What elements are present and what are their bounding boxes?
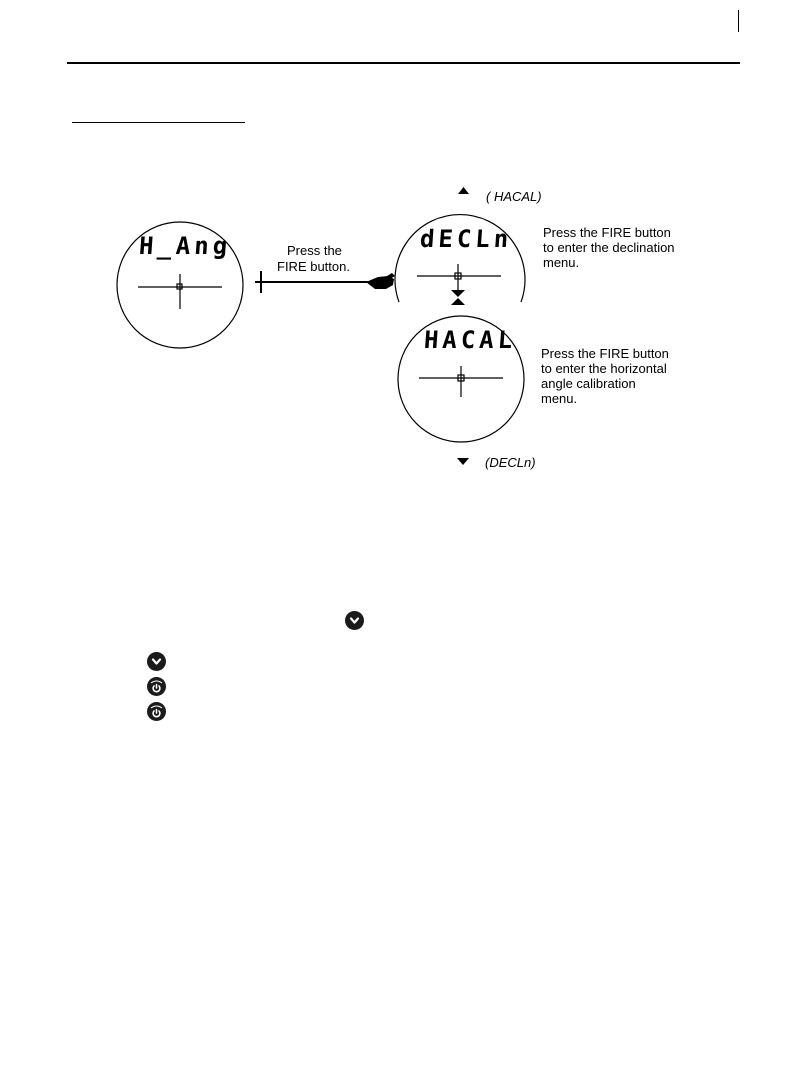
hacal-note-line2: to enter the horizontal [541,361,667,376]
arrow-up-icon [451,298,465,305]
declination-note-line3: menu. [543,255,580,270]
chevron-down-icon [345,611,364,630]
hacal-note-line3: angle calibration [541,376,636,391]
chevron-down-icon [147,652,166,671]
down-triangle-icon [457,458,469,465]
fire-power-icon [147,677,166,696]
left-display-readout: H_Ang [138,232,233,260]
prompt-label-line1: Press the [287,243,342,258]
hacal-note-line4: menu. [541,391,578,406]
arrow-down-icon [451,290,465,297]
fire-power-icon [147,702,166,721]
pointing-hand-icon [366,273,395,289]
top-display-readout: dECLn [419,225,514,253]
up-indicator-label: ( HACAL) [486,189,542,204]
declination-note-line2: to enter the declination [543,240,675,255]
declination-note-line1: Press the FIRE button [543,225,671,240]
bottom-display-readout: HACAL [423,326,518,354]
up-triangle-icon [458,187,469,194]
hacal-note-line1: Press the FIRE button [541,346,669,361]
prompt-label-line2: FIRE button. [277,259,350,274]
down-indicator-label: (DECLn) [485,455,536,470]
